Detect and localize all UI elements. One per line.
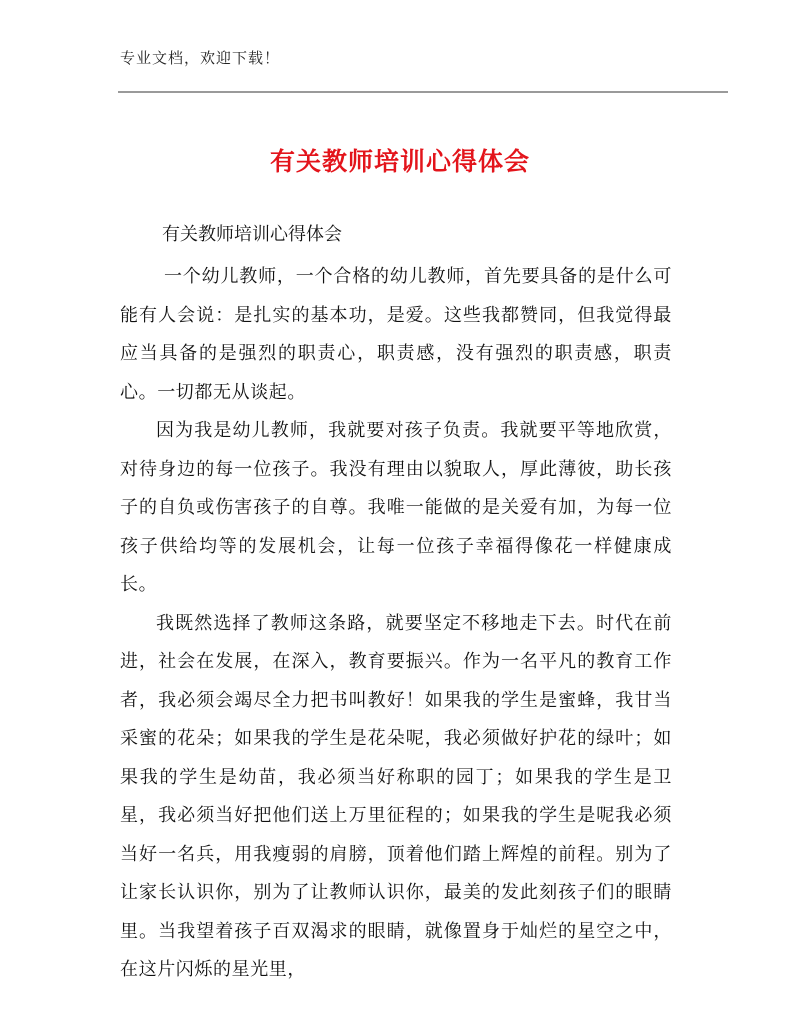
header-divider — [118, 91, 728, 93]
paragraph: 一个幼儿教师，一个合格的幼儿教师，首先要具备的是什么可能有人会说：是扎实的基本功，是爱。这些我都赞同，但我觉得最应当具备的是强烈的职责心，职责感，没有强烈的职责感，职责心。一切都无从谈起。 — [120, 266, 672, 403]
paragraph: 因为我是幼儿教师，我就要对孩子负责。我就要平等地欣赏，对待身边的每一位孩子。我没有理由以貌取人，厚此薄彼，助长孩子的自负或伤害孩子的自尊。我唯一能做的是关爱有加，为每一位孩子供给均等的发展机会，让每一位孩子幸福得像花一样健康成长。 — [120, 420, 672, 595]
page-header-text: 专业文档，欢迎下载！ — [120, 49, 281, 67]
document-title: 有关教师培训心得体会 — [269, 147, 530, 176]
document-subtitle: 有关教师培训心得体会 — [162, 224, 342, 245]
document-body — [120, 258, 672, 990]
paragraph: 我既然选择了教师这条路，就要坚定不移地走下去。时代在前进，社会在发展，在深入，教育要振兴。作为一名平凡的教育工作者，我必须会竭尽全力把书叫教好！如果我的学生是蜜蜂，我甘当采蜜的花朵；如果我的学生是花朵呢，我必须做好护花的绿叶；如果我的学生是幼苗，我必须当好称职的园丁；如果我的学生是卫星，我必须当好把他们送上万里征程的；如果我的学生是呢我必须当好一名兵，用我瘦弱的肩膀，顶着他们踏上辉煌的前程。别为了让家长认识你，别为了让教师认识你，最美的发此刻孩子们的眼睛里。当我望着孩子百双渴求的眼睛，就像置身于灿烂的星空之中，在这片闪烁的星光里， — [120, 612, 672, 980]
